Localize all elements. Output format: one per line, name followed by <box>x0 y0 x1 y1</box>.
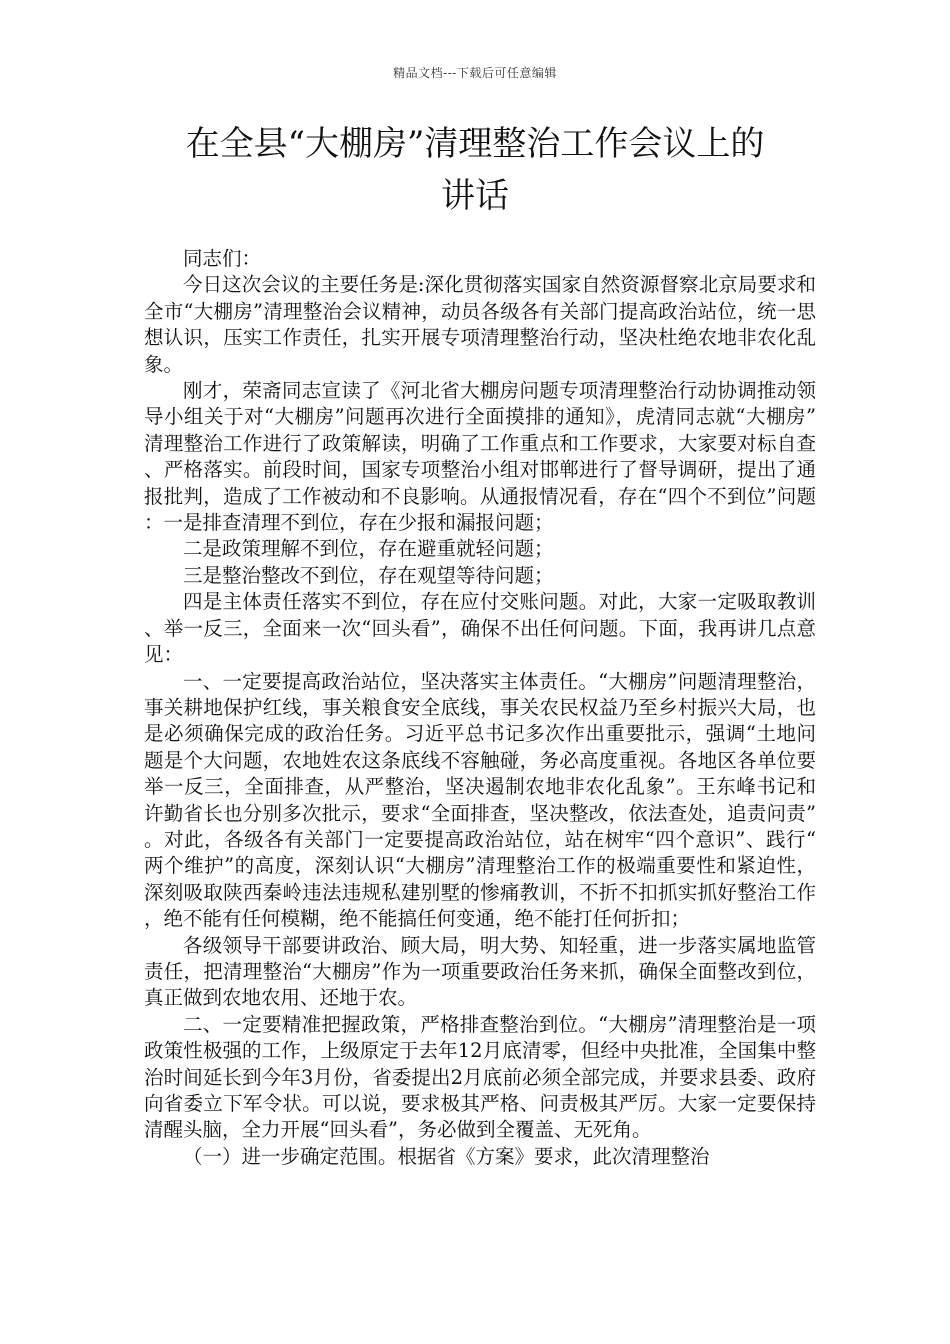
document-body <box>144 246 816 1170</box>
paragraph: 今日这次会议的主要任务是:深化贯彻落实国家自然资源督察北京局要求和全市“大棚房”清理整治会议精神，动员各级各有关部门提高政治站位，统一思想认识，压实工作责任，扎实开展专项清理整治行动，坚决杜绝农地非农化乱象。 <box>144 273 816 376</box>
header-note: 精品文档---下载后可任意编辑 <box>393 66 557 80</box>
paragraph: （一）进一步确定范围。根据省《方案》要求，此次清理整治 <box>183 1144 710 1168</box>
paragraph: 二、一定要精准把握政策，严格排查整治到位。“大棚房”清理整治是一项政策性极强的工作，上级原定于去年12月底清零，但经中央批准，全国集中整治时间延长到今年3月份，省委提出2月底前必须全部完成，并要求县委、政府向省委立下军令状。可以说，要求极其严格、问责极其严厉。大家一定要保持清醒头脑，全力开展“回头看”，务必做到全覆盖、无死角。 <box>144 1012 816 1142</box>
document-title <box>140 118 810 222</box>
paragraph: 各级领导干部要讲政治、顾大局，明大势、知轻重，进一步落实属地监管责任，把清理整治“大棚房”作为一项重要政治任务来抓，确保全面整改到位，真正做到农地农用、还地于农。 <box>144 933 816 1010</box>
title-line-2: 讲话 <box>441 176 509 216</box>
salutation: 同志们： <box>183 247 262 270</box>
paragraph: 四是主体责任落实不到位，存在应付交账问题。对此，大家一定吸取教训、举一反三，全面来一次“回头看”，确保不出任何问题。下面，我再讲几点意见： <box>144 590 816 667</box>
paragraph: 一、一定要提高政治站位，坚决落实主体责任。“大棚房”问题清理整治，事关耕地保护红线，事关粮食安全底线，事关农民权益乃至乡村振兴大局，也是必须确保完成的政治任务。习近平总书记多次作出重要批示，强调“土地问题是个大问题，农地姓农这条底线不容触碰，务必高度重视。各地区各单位要举一反三，全面排查，从严整治，坚决遏制农地非农化乱象”。王东峰书记和许勤省长也分别多次批示，要求“全面排查，坚决整改，依法查处，追责问责”。对此，各级各有关部门一定要提高政治站位，站在树牢“四个意识”、践行“两个维护”的高度，深刻认识“大棚房”清理整治工作的极端重要性和紧迫性，深刻吸取陕西秦岭违法违规私建别墅的惨痛教训，不折不扣抓实抓好整治工作，绝不能有任何模糊，绝不能搞任何变通，绝不能打任何折扣； <box>144 669 816 931</box>
paragraph: 刚才，荣斋同志宣读了《河北省大棚房问题专项清理整治行动协调推动领导小组关于对“大棚房”问题再次进行全面摸排的通知》，虎清同志就“大棚房”清理整治工作进行了政策解读，明确了工作重点和工作要求，大家要对标自查、严格落实。前段时间，国家专项整治小组对邯郸进行了督导调研，提出了通报批判，造成了工作被动和不良影响。从通报情况看，存在“四个不到位”问题：一是排查清理不到位，存在少报和漏报问题； <box>144 379 816 535</box>
paragraph: 二是政策理解不到位，存在避重就轻问题； <box>183 537 554 561</box>
title-line-1: 在全县“大棚房”清理整治工作会议上的 <box>185 124 765 164</box>
paragraph: 三是整治整改不到位，存在观望等待问题； <box>183 563 554 587</box>
